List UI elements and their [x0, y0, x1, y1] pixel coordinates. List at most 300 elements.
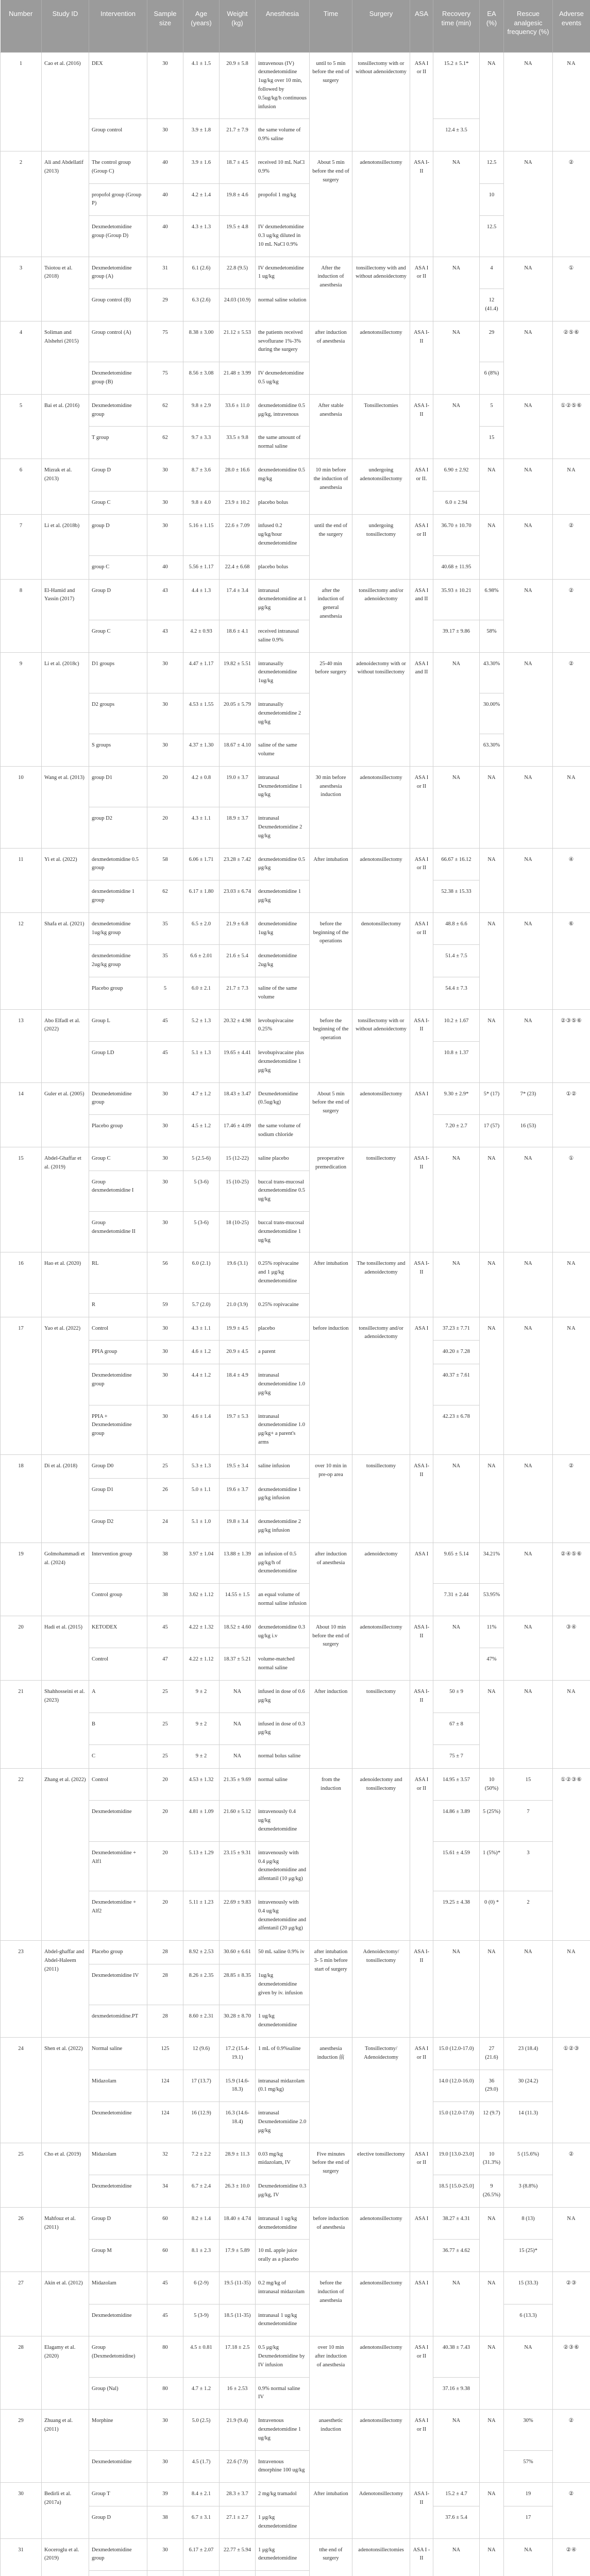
cell-number: 1 [1, 52, 42, 151]
cell-time: until to 5 min before the end of surgery [310, 52, 352, 151]
cell-intervention: PPIA group [89, 1341, 147, 1364]
cell-weight: 18.6 ± 4.1 [220, 620, 256, 652]
table-row [1, 362, 590, 395]
cell-sample-size: 30 [147, 459, 183, 491]
cell-rescue: NA [504, 257, 553, 321]
cell-age: 5.1 ± 1.3 [183, 1042, 220, 1082]
cell-weight: 22.6 ± 7.09 [220, 515, 256, 555]
cell-weight: 18.9 ± 3.7 [220, 807, 256, 848]
cell-recovery-time: NA [433, 766, 480, 848]
cell-ea: 9 (26.5%) [480, 2175, 504, 2208]
cell-surgery: adenotonsillectomy [352, 1616, 410, 1680]
cell-rescue: 7 [504, 1801, 553, 1841]
cell-recovery-time: 66.67 ± 16.12 [433, 848, 480, 880]
cell-age: 6.1 (2.6) [183, 257, 220, 289]
cell-age: 4.1 ± 1.5 [183, 52, 220, 119]
cell-weight: 28.85 ± 8.35 [220, 1964, 256, 2005]
column-header-study-id: Study ID [42, 0, 89, 52]
column-header-number: Number [1, 0, 42, 52]
cell-intervention: A [89, 1680, 147, 1713]
cell-weight: 30.60 ± 6.61 [220, 1941, 256, 1964]
table-row [1, 2070, 590, 2102]
cell-recovery-time: 36.70 ± 10.70 [433, 515, 480, 555]
cell-recovery-time: 15.2 ± 5.1* [433, 52, 480, 119]
cell-weight: 19.65 ± 4.41 [220, 1042, 256, 1082]
table-row [1, 652, 590, 693]
cell-sample-size: 30 [147, 652, 183, 693]
cell-anesthesia: dexmedetomidine 0.5 μg/kg, intravenous [256, 394, 310, 427]
cell-time: anaesthetic induction [310, 2410, 352, 2483]
cell-time: tthe end of surgery [310, 2538, 352, 2576]
cell-anesthesia: intranasal 1 ug/kg dexmedetomidine [256, 2207, 310, 2240]
cell-intervention: D1 groups [89, 652, 147, 693]
cell-sample-size: 30 [147, 119, 183, 151]
cell-time: over 10 min after induction of anesthesia [310, 2336, 352, 2410]
cell-ea: 5 [480, 394, 504, 427]
cell-adverse-events: ② [553, 151, 590, 257]
cell-rescue: 30 (24.2) [504, 2070, 553, 2102]
cell-age: 5.7 (2.0) [183, 1293, 220, 1317]
cell-time: 30 min before anesthesia induction [310, 766, 352, 848]
cell-time: until the end of the surgery [310, 515, 352, 579]
cell-ea: 4 [480, 257, 504, 289]
cell-age: 4.53 ± 1.55 [183, 693, 220, 734]
table-row [1, 766, 590, 807]
cell-sample-size: 30 [147, 734, 183, 767]
cell-anesthesia: 1 μg/kg dexmedetomidine [256, 2506, 310, 2538]
cell-anesthesia: 50 mL saline 0.9% iv [256, 1941, 310, 1964]
cell-rescue: NA [504, 52, 553, 151]
cell-recovery-time: NA [433, 321, 480, 394]
table-row [1, 2272, 590, 2304]
cell-recovery-time: NA [433, 2272, 480, 2336]
cell-anesthesia: 0.25% ropivacaine and 1 μg/kg dexmedetomidine [256, 1252, 310, 1293]
cell-anesthesia: dexmedetomidine 0.5 mg/kg [256, 459, 310, 491]
cell-number: 21 [1, 1680, 42, 1768]
cell-study-id: Wang et al. (2013) [42, 766, 89, 848]
cell-age: 4.3 ± 1.1 [183, 807, 220, 848]
cell-weight: 19.7 ± 5.3 [220, 1405, 256, 1454]
cell-surgery: adenotonsillectomy [352, 321, 410, 394]
cell-rescue: NA [504, 2336, 553, 2410]
cell-sample-size: 80 [147, 2377, 183, 2410]
cell-sample-size: 45 [147, 2304, 183, 2336]
cell-intervention: Group D1 [89, 1478, 147, 1511]
cell-sample-size: 45 [147, 1616, 183, 1648]
cell-sample-size: 20 [147, 1841, 183, 1891]
cell-intervention: Control [89, 1648, 147, 1681]
cell-age: 3.62 ± 1.12 [183, 1584, 220, 1616]
cell-weight: 19.5 ± 4.8 [220, 216, 256, 257]
cell-asa: ASA I or II [410, 912, 433, 1009]
cell-weight: 22.77 ± 5.94 [220, 2538, 256, 2571]
table-row [1, 1616, 590, 1648]
cell-age: 9.8 ± 4.0 [183, 491, 220, 515]
column-header-time: Time [310, 0, 352, 52]
cell-intervention: Group C [89, 620, 147, 652]
cell-weight: 18.7 ± 4.5 [220, 151, 256, 184]
cell-ea: 53.95% [480, 1584, 504, 1616]
cell-age: 5.1 ± 1.0 [183, 1511, 220, 1543]
cell-age: 17 (13.7) [183, 2070, 220, 2102]
cell-weight: 33.5 ± 9.8 [220, 427, 256, 459]
cell-study-id: Zhang et al. (2022) [42, 1768, 89, 1940]
cell-weight: 28.3 ± 3.7 [220, 2483, 256, 2506]
cell-asa: ASA I-II [410, 1616, 433, 1680]
cell-weight: 17.2 (15.4-19.1) [220, 2038, 256, 2070]
cell-weight: 19.8 ± 4.6 [220, 183, 256, 216]
cell-anesthesia: volume-matched normal saline [256, 1648, 310, 1681]
cell-age: 5.16 ± 1.15 [183, 515, 220, 555]
cell-age: 4.2 ± 0.8 [183, 766, 220, 807]
cell-anesthesia: intranasal Dexmedetomidine 2 ug/kg [256, 807, 310, 848]
cell-asa: ASA I and II [410, 579, 433, 652]
cell-age: 5.2 ± 1.3 [183, 1009, 220, 1042]
cell-weight: 18 (10-25) [220, 1212, 256, 1252]
cell-time: About 5 min before the end of surgery [310, 1082, 352, 1147]
table-row [1, 216, 590, 257]
cell-weight: 18.43 ± 3.47 [220, 1082, 256, 1115]
cell-surgery: tonsillectomy [352, 1454, 410, 1543]
cell-asa: ASA I-II [410, 1941, 433, 2038]
cell-anesthesia: 0.9% normal saline IV [256, 2377, 310, 2410]
cell-ea: NA [480, 1317, 504, 1454]
cell-anesthesia: dexmedetomidine 0.5 μg/kg [256, 848, 310, 880]
cell-recovery-time: 7.31 ± 2.44 [433, 1584, 480, 1616]
cell-number: 10 [1, 766, 42, 848]
cell-weight: 18.37 ± 5.21 [220, 1648, 256, 1681]
cell-anesthesia: 0.03 mg/kg midazolam, IV [256, 2143, 310, 2175]
cell-age: 9.7 ± 3.3 [183, 427, 220, 459]
cell-anesthesia: intravenously with 0.4 ug/kg dexmedetomidine and alfentanil (20 μg/kg) [256, 1891, 310, 1941]
cell-asa: ASA I or II [410, 515, 433, 579]
cell-asa: ASA I and II [410, 652, 433, 766]
cell-weight: 13.88 ± 1.39 [220, 1543, 256, 1583]
cell-anesthesia: 10 mL apple juice orally as a placebo [256, 2240, 310, 2272]
cell-rescue: 14 (11.3) [504, 2102, 553, 2143]
cell-number: 29 [1, 2410, 42, 2483]
table-row [1, 394, 590, 427]
cell-adverse-events: NA [553, 1317, 590, 1454]
cell-age: 3.9 ± 1.6 [183, 151, 220, 184]
cell-anesthesia: dexmedetomidine 2 μg/kg infusion [256, 1511, 310, 1543]
cell-anesthesia: intranasal 1 ug/kg dexmedetomidine [256, 2304, 310, 2336]
table-row [1, 2175, 590, 2208]
table-row [1, 2207, 590, 2240]
cell-adverse-events: ③④ [553, 1616, 590, 1680]
cell-age: 6.17 ± 1.80 [183, 880, 220, 913]
cell-study-id: Tsiotou et al. (2018) [42, 257, 89, 321]
cell-anesthesia: the same volume of 0.9% saline [256, 119, 310, 151]
table-row [1, 2410, 590, 2450]
cell-anesthesia: intranasal dexmedetomidine at 1 μg/kg [256, 579, 310, 620]
cell-number: 11 [1, 848, 42, 912]
cell-recovery-time: 42.23 ± 6.78 [433, 1405, 480, 1454]
cell-weight: 18.40 ± 4.74 [220, 2207, 256, 2240]
cell-sample-size: 47 [147, 1648, 183, 1681]
cell-adverse-events: ② [553, 2143, 590, 2207]
cell-weight: 15 (12-22) [220, 1147, 256, 1171]
cell-study-id: Guler et al. (2005) [42, 1082, 89, 1147]
cell-asa: ASA I-II [410, 1454, 433, 1543]
cell-surgery: tonsillectomy and/or adenoidectomy [352, 1317, 410, 1454]
cell-sample-size: 38 [147, 2506, 183, 2538]
cell-ea: 11% [480, 1616, 504, 1648]
cell-age: 9 ± 2 [183, 1680, 220, 1713]
cell-age: 7.2 ± 2.2 [183, 2143, 220, 2175]
table-row [1, 52, 590, 119]
cell-recovery-time: 75 ± 7 [433, 1745, 480, 1769]
cell-anesthesia: dexmedetomidine 1 μg/kg [256, 880, 310, 913]
header-row [1, 0, 590, 52]
cell-weight: 17.18 ± 2.5 [220, 2336, 256, 2377]
cell-adverse-events: ②③ [553, 2272, 590, 2336]
cell-rescue: NA [504, 1616, 553, 1680]
table-row [1, 2038, 590, 2070]
cell-study-id: Li et al. (2018b) [42, 515, 89, 579]
cell-sample-size: 25 [147, 1745, 183, 1769]
cell-time: After intubation [310, 2483, 352, 2538]
cell-study-id: Akin et al. (2012) [42, 2272, 89, 2336]
cell-intervention: Group control [89, 119, 147, 151]
cell-intervention: C [89, 1745, 147, 1769]
cell-sample-size: 125 [147, 2038, 183, 2070]
cell-time: After induction [310, 1680, 352, 1768]
cell-asa: ASA I or II [410, 52, 433, 151]
cell-age: 4.6 ± 1.2 [183, 1341, 220, 1364]
cell-sample-size: 30 [147, 515, 183, 555]
cell-anesthesia: intravenous (IV) dexmedetomidine 1ug/kg over 10 min, followed by 0.5ug/kg/h continuous infusion [256, 52, 310, 119]
cell-anesthesia: placebo bolus [256, 491, 310, 515]
table-row [1, 1584, 590, 1616]
cell-anesthesia: normal saline solution [256, 289, 310, 321]
cell-recovery-time: 14.95 ± 3.57 [433, 1768, 480, 1801]
cell-weight: 18.4 ± 4.9 [220, 1364, 256, 1405]
cell-sample-size: 35 [147, 912, 183, 945]
cell-sample-size: 20 [147, 1801, 183, 1841]
cell-study-id: Shafa et al. (2021) [42, 912, 89, 1009]
cell-number: 23 [1, 1941, 42, 2038]
cell-study-id: El-Hamid and Yassin (2017) [42, 579, 89, 652]
table-row [1, 2483, 590, 2506]
cell-intervention: PPIA + Dexmedetomidine group [89, 1405, 147, 1454]
cell-weight: 19.0 ± 3.7 [220, 766, 256, 807]
cell-rescue: NA [504, 151, 553, 257]
cell-ea: 12.5 [480, 151, 504, 184]
cell-asa: ASA I or II [410, 1768, 433, 1940]
cell-ea: 43.30% [480, 652, 504, 693]
cell-intervention: R [89, 1293, 147, 1317]
table-row [1, 1648, 590, 1681]
cell-weight [220, 2571, 256, 2576]
cell-anesthesia: saline placebo [256, 1147, 310, 1171]
cell-time: after induction of anesthesia [310, 1543, 352, 1616]
cell-adverse-events: ②④⑤⑥ [553, 1543, 590, 1616]
table-row [1, 1891, 590, 1941]
table-row [1, 2102, 590, 2143]
cell-age: 4.7 ± 1.2 [183, 2377, 220, 2410]
cell-surgery: tonsillectomy [352, 1147, 410, 1252]
cell-recovery-time: NA [433, 1454, 480, 1543]
cell-age: 8.1 ± 2.3 [183, 2240, 220, 2272]
cell-age: 5.13 ± 1.29 [183, 1841, 220, 1891]
cell-study-id: Yi et al. (2022) [42, 848, 89, 912]
cell-sample-size: 30 [147, 1082, 183, 1115]
cell-anesthesia: the patients received sevoflurane 1%-3% during the surgery [256, 321, 310, 362]
cell-age [183, 2571, 220, 2576]
cell-age: 4.5 ± 1.2 [183, 1115, 220, 1147]
cell-sample-size: 32 [147, 2143, 183, 2175]
cell-intervention: Dexmedetomidine group (A) [89, 257, 147, 289]
cell-number: 26 [1, 2207, 42, 2272]
cell-recovery-time: 9.30 ± 2.9* [433, 1082, 480, 1115]
cell-rescue: NA [504, 912, 553, 1009]
cell-intervention: Control [89, 1768, 147, 1801]
cell-recovery-time: 14.86 ± 3.89 [433, 1801, 480, 1841]
cell-weight: 33.6 ± 11.0 [220, 394, 256, 427]
cell-number: 5 [1, 394, 42, 459]
cell-weight: 20.9 ± 5.8 [220, 52, 256, 119]
column-header-recovery-time-min-: Recovery time (min) [433, 0, 480, 52]
cell-intervention: KETODEX [89, 1616, 147, 1648]
cell-ea: NA [480, 515, 504, 579]
cell-rescue: NA [504, 652, 553, 766]
cell-adverse-events: NA [553, 2207, 590, 2272]
cell-anesthesia: saline of the same volume [256, 734, 310, 767]
cell-time: After the induction of anesthesia [310, 257, 352, 321]
cell-adverse-events: ①② [553, 1082, 590, 1147]
table-row [1, 1841, 590, 1891]
cell-age: 8.60 ± 2.31 [183, 2005, 220, 2038]
cell-adverse-events: ① [553, 257, 590, 321]
cell-asa: ASA I or II [410, 2410, 433, 2483]
cell-age: 4.3 ± 1.1 [183, 1317, 220, 1341]
cell-time: About 5 min before the end of surgery [310, 151, 352, 257]
cell-sample-size: 25 [147, 1454, 183, 1478]
cell-recovery-time: 35.93 ± 10.21 [433, 579, 480, 620]
cell-recovery-time: 51.4 ± 7.5 [433, 945, 480, 977]
cell-sample-size: 75 [147, 362, 183, 395]
cell-asa: ASA I-II [410, 1147, 433, 1252]
cell-anesthesia: levobupivacaine plus dexmedetomidine 1 μg/kg [256, 1042, 310, 1082]
cell-rescue: 2 [504, 1891, 553, 1941]
cell-sample-size: 26 [147, 1478, 183, 1511]
cell-intervention: group D2 [89, 807, 147, 848]
cell-time: After intubation [310, 1252, 352, 1317]
cell-sample-size: 28 [147, 1964, 183, 2005]
cell-rescue: NA [504, 1009, 553, 1082]
cell-intervention: Group D [89, 2506, 147, 2538]
cell-anesthesia: placebo bolus [256, 555, 310, 579]
cell-rescue: NA [504, 1317, 553, 1454]
cell-surgery: denotonsillectomy [352, 912, 410, 1009]
cell-intervention: Dexmedetomidine group [89, 2538, 147, 2571]
cell-weight: 22.8 (9.5) [220, 257, 256, 289]
cell-anesthesia: intranasally dexmedetomidine 1ug/kg [256, 652, 310, 693]
table-row [1, 848, 590, 880]
cell-sample-size: 30 [147, 1317, 183, 1341]
cell-asa: ASA I-II [410, 394, 433, 459]
cell-anesthesia: saline infusion [256, 1454, 310, 1478]
cell-study-id: Hao et al. (2020) [42, 1252, 89, 1317]
cell-asa: ASA I [410, 1543, 433, 1616]
cell-recovery-time: 10.2 ± 1.67 [433, 1009, 480, 1042]
cell-intervention: group D1 [89, 766, 147, 807]
cell-adverse-events: NA [553, 52, 590, 151]
cell-number: 9 [1, 652, 42, 766]
cell-sample-size: 58 [147, 848, 183, 880]
column-header-age-years-: Age (years) [183, 0, 220, 52]
cell-weight: 21.12 ± 5.53 [220, 321, 256, 362]
table-row [1, 1147, 590, 1171]
cell-weight: 19.6 ± 3.7 [220, 1478, 256, 1511]
cell-intervention: Group C [89, 1147, 147, 1171]
cell-intervention: dexmedetomidine 1ug/kg group [89, 912, 147, 945]
cell-recovery-time: 52.38 ± 15.33 [433, 880, 480, 913]
cell-recovery-time: NA [433, 1147, 480, 1252]
cell-surgery: undergoing adenotonsillectomy [352, 459, 410, 514]
cell-weight: 17.9 ± 5.89 [220, 2240, 256, 2272]
cell-adverse-events: ②③⑤⑥ [553, 1009, 590, 1082]
cell-weight: 24.03 (10.9) [220, 289, 256, 321]
cell-study-id: Bai et al. (2016) [42, 394, 89, 459]
table-row [1, 734, 590, 767]
cell-recovery-time: 9.65 ± 5.14 [433, 1543, 480, 1583]
cell-ea: 12 (41.4) [480, 289, 504, 321]
cell-intervention: Group D [89, 579, 147, 620]
cell-ea: NA [480, 848, 504, 912]
cell-time: before the beginning of the operations [310, 912, 352, 1009]
cell-recovery-time: 50 ± 9 [433, 1680, 480, 1713]
cell-surgery: adenoidectomy with or without tonsillectomy [352, 652, 410, 766]
cell-sample-size: 40 [147, 216, 183, 257]
cell-ea: 29 [480, 321, 504, 362]
column-header-anesthesia: Anesthesia [256, 0, 310, 52]
cell-age: 4.3 ± 1.3 [183, 216, 220, 257]
cell-age: 4.22 ± 1.32 [183, 1616, 220, 1648]
cell-recovery-time: NA [433, 1252, 480, 1317]
cell-intervention: group D [89, 515, 147, 555]
cell-asa: ASA I -II [410, 2538, 433, 2576]
cell-anesthesia: intranasal midazolam (0.1 mg/kg) [256, 2070, 310, 2102]
cell-sample-size: 30 [147, 1405, 183, 1454]
table-body [1, 52, 590, 2576]
cell-anesthesia: normal bolus saline [256, 1745, 310, 1769]
cell-ea: 10 (50%) [480, 1768, 504, 1801]
cell-ea: 5* (17) [480, 1082, 504, 1115]
cell-weight: 22.69 ± 9.83 [220, 1891, 256, 1941]
cell-sample-size: 30 [147, 491, 183, 515]
cell-adverse-events: ② [553, 2483, 590, 2538]
cell-anesthesia: buccal trans-mucosal dexmedetomidine 1 ug/kg [256, 1212, 310, 1252]
cell-sample-size: 39 [147, 2483, 183, 2506]
cell-age: 6.6 ± 2.01 [183, 945, 220, 977]
cell-age: 8.7 ± 3.6 [183, 459, 220, 491]
cell-sample-size: 34 [147, 2175, 183, 2208]
cell-ea: NA [480, 1147, 504, 1252]
cell-study-id: Mahfouz et al. (2011) [42, 2207, 89, 2272]
table-row [1, 1801, 590, 1841]
cell-intervention: Midazolam [89, 2143, 147, 2175]
cell-age: 5.3 ± 1.3 [183, 1454, 220, 1478]
cell-surgery: adenotonsillectomy [352, 151, 410, 257]
cell-age: 9 ± 2 [183, 1713, 220, 1745]
cell-sample-size: 5 [147, 977, 183, 1010]
cell-sample-size: 45 [147, 2272, 183, 2304]
cell-adverse-events: NA [553, 1680, 590, 1768]
cell-age: 5.11 ± 1.23 [183, 1891, 220, 1941]
cell-age: 3.9 ± 1.8 [183, 119, 220, 151]
